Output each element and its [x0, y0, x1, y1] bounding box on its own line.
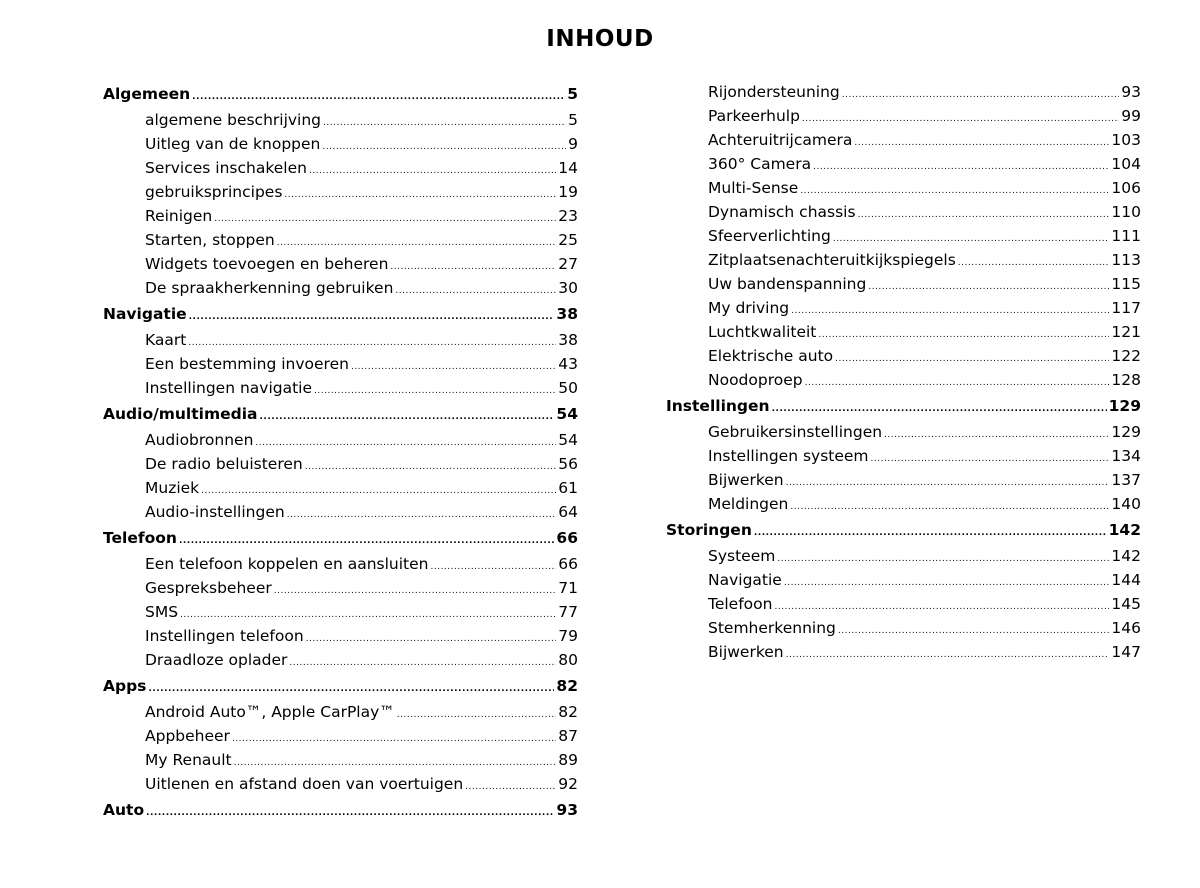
toc-entry-page-number: 54	[558, 431, 578, 449]
toc-entry-label: Systeem	[708, 547, 776, 565]
toc-entry[interactable]	[103, 228, 578, 252]
toc-entry-page-number: 111	[1111, 227, 1141, 245]
toc-entry-label: Instellingen telefoon	[145, 627, 304, 645]
toc-entry-page-number: 43	[558, 355, 578, 373]
toc-entry-page-number: 129	[1108, 397, 1141, 415]
toc-entry-label: Elektrische auto	[708, 347, 834, 365]
toc-entry[interactable]	[103, 376, 578, 400]
dot-leader	[777, 547, 1109, 571]
toc-entry-page-number: 117	[1111, 299, 1141, 317]
toc-entry-page-number: 110	[1111, 203, 1141, 221]
toc-entry[interactable]	[103, 700, 578, 724]
toc-entry[interactable]	[666, 320, 1141, 344]
toc-entry-page-number: 5	[568, 111, 578, 129]
toc-entry[interactable]	[103, 108, 578, 132]
toc-entry-page-number: 71	[558, 579, 578, 597]
toc-section-entry[interactable]	[666, 516, 1141, 544]
toc-entry-label: My Renault	[145, 751, 232, 769]
dot-leader	[232, 727, 556, 751]
dot-leader	[791, 299, 1109, 323]
toc-entry-label: Android Auto™, Apple CarPlay™	[145, 703, 395, 721]
toc-entry-label: Apps	[103, 677, 147, 695]
toc-entry[interactable]	[103, 252, 578, 276]
toc-entry[interactable]	[666, 248, 1141, 272]
toc-entry-page-number: 82	[558, 703, 578, 721]
toc-entry-page-number: 38	[558, 331, 578, 349]
toc-entry-page-number: 66	[558, 555, 578, 573]
toc-entry-page-number: 140	[1111, 495, 1141, 513]
toc-entry-page-number: 146	[1111, 619, 1141, 637]
dot-leader	[260, 403, 555, 431]
toc-entry[interactable]	[666, 224, 1141, 248]
toc-entry-page-number: 56	[558, 455, 578, 473]
dot-leader	[842, 83, 1120, 107]
toc-entry[interactable]	[103, 748, 578, 772]
toc-entry-page-number: 128	[1111, 371, 1141, 389]
dot-leader	[289, 651, 556, 675]
toc-entry[interactable]	[103, 156, 578, 180]
toc-entry-page-number: 61	[558, 479, 578, 497]
dot-leader	[858, 203, 1110, 227]
toc-entry-label: Sfeerverlichting	[708, 227, 831, 245]
toc-entry-page-number: 93	[556, 801, 578, 819]
toc-entry-page-number: 142	[1108, 521, 1141, 539]
toc-entry-label: Appbeheer	[145, 727, 230, 745]
toc-section-entry[interactable]	[666, 392, 1141, 420]
dot-leader	[784, 571, 1110, 595]
toc-right-column	[666, 80, 1141, 664]
toc-entry-page-number: 25	[558, 231, 578, 249]
toc-entry-label: Reinigen	[145, 207, 213, 225]
toc-entry-page-number: 80	[558, 651, 578, 669]
toc-entry-page-number: 64	[558, 503, 578, 521]
dot-leader	[351, 355, 556, 379]
toc-entry[interactable]	[666, 492, 1141, 516]
dot-leader	[813, 155, 1109, 179]
toc-entry-label: Audio-instellingen	[145, 503, 285, 521]
toc-entry[interactable]	[103, 552, 578, 576]
dot-leader	[754, 519, 1107, 547]
toc-section-entry[interactable]	[103, 672, 578, 700]
dot-leader	[838, 619, 1110, 643]
dot-leader	[884, 423, 1109, 447]
toc-entry-label: De radio beluisteren	[145, 455, 303, 473]
toc-entry[interactable]	[103, 624, 578, 648]
toc-entry-label: Multi-Sense	[708, 179, 799, 197]
toc-entry[interactable]	[666, 640, 1141, 664]
dot-leader	[854, 131, 1109, 155]
toc-entry-page-number: 79	[558, 627, 578, 645]
dot-leader	[395, 279, 556, 303]
toc-entry[interactable]	[666, 152, 1141, 176]
toc-entry-label: Muziek	[145, 479, 200, 497]
toc-entry-page-number: 104	[1111, 155, 1141, 173]
toc-entry-label: Dynamisch chassis	[708, 203, 856, 221]
toc-entry-page-number: 23	[558, 207, 578, 225]
toc-entry[interactable]	[103, 600, 578, 624]
toc-entry-page-number: 9	[568, 135, 578, 153]
dot-leader	[189, 303, 555, 331]
toc-entry-label: Gespreksbeheer	[145, 579, 272, 597]
page-title: INHOUD	[546, 26, 654, 52]
toc-entry[interactable]	[103, 328, 578, 352]
toc-entry-label: Bijwerken	[708, 643, 784, 661]
toc-entry-page-number: 27	[558, 255, 578, 273]
toc-entry-label: Algemeen	[103, 85, 191, 103]
toc-entry[interactable]	[666, 616, 1141, 640]
toc-section-entry[interactable]	[103, 400, 578, 428]
toc-entry-page-number: 66	[556, 529, 578, 547]
toc-entry-label: SMS	[145, 603, 179, 621]
dot-leader	[958, 251, 1110, 275]
dot-leader	[390, 255, 556, 279]
dot-leader	[397, 703, 557, 727]
toc-entry[interactable]	[666, 420, 1141, 444]
toc-entry-label: Services inschakelen	[145, 159, 307, 177]
toc-entry[interactable]	[666, 368, 1141, 392]
toc-section-entry[interactable]	[103, 524, 578, 552]
toc-entry-label: Storingen	[666, 521, 752, 539]
toc-entry-page-number: 122	[1111, 347, 1141, 365]
toc-entry-page-number: 77	[558, 603, 578, 621]
toc-entry[interactable]	[666, 128, 1141, 152]
dot-leader	[323, 111, 566, 135]
toc-entry-page-number: 5	[567, 85, 578, 103]
toc-entry[interactable]	[103, 132, 578, 156]
toc-entry-label: Achteruitrijcamera	[708, 131, 853, 149]
toc-entry-page-number: 113	[1111, 251, 1141, 269]
toc-entry[interactable]	[666, 272, 1141, 296]
toc-entry-page-number: 89	[558, 751, 578, 769]
toc-entry[interactable]	[666, 568, 1141, 592]
dot-leader	[309, 159, 556, 183]
toc-entry[interactable]	[103, 500, 578, 524]
toc-entry-label: Meldingen	[708, 495, 789, 513]
toc-entry-label: algemene beschrijving	[145, 111, 322, 129]
toc-entry-page-number: 106	[1111, 179, 1141, 197]
toc-entry-page-number: 142	[1111, 547, 1141, 565]
toc-entry-label: Auto	[103, 801, 145, 819]
toc-entry-label: Luchtkwaliteit	[708, 323, 817, 341]
dot-leader	[786, 643, 1110, 667]
dot-leader	[146, 799, 554, 827]
toc-entry-label: Kaart	[145, 331, 187, 349]
toc-entry-label: Widgets toevoegen en beheren	[145, 255, 389, 273]
toc-entry-page-number: 137	[1111, 471, 1141, 489]
toc-section-entry[interactable]	[103, 80, 578, 108]
toc-entry[interactable]	[666, 296, 1141, 320]
toc-entry-label: Gebruikersinstellingen	[708, 423, 883, 441]
toc-entry-page-number: 14	[558, 159, 578, 177]
toc-entry[interactable]	[666, 200, 1141, 224]
dot-leader	[430, 555, 556, 579]
toc-entry-label: Audiobronnen	[145, 431, 254, 449]
toc-entry-label: Bijwerken	[708, 471, 784, 489]
toc-entry[interactable]	[103, 204, 578, 228]
toc-entry-page-number: 121	[1111, 323, 1141, 341]
toc-entry-label: gebruiksprincipes	[145, 183, 283, 201]
dot-leader	[192, 83, 565, 111]
toc-entry-page-number: 19	[558, 183, 578, 201]
toc-section-entry[interactable]	[103, 796, 578, 824]
dot-leader	[818, 323, 1109, 347]
toc-entry-page-number: 147	[1111, 643, 1141, 661]
toc-entry-page-number: 134	[1111, 447, 1141, 465]
toc-entry-page-number: 92	[558, 775, 578, 793]
toc-entry[interactable]	[103, 352, 578, 376]
toc-entry-label: Rijondersteuning	[708, 83, 840, 101]
toc-entry-label: Zitplaatsenachteruitkijkspiegels	[708, 251, 956, 269]
dot-leader	[179, 527, 554, 555]
toc-entry-label: Parkeerhulp	[708, 107, 800, 125]
toc-entry-page-number: 103	[1111, 131, 1141, 149]
toc-entry[interactable]	[103, 276, 578, 300]
dot-leader	[805, 371, 1110, 395]
dot-leader	[305, 455, 557, 479]
toc-entry-page-number: 87	[558, 727, 578, 745]
toc-entry-label: Noodoproep	[708, 371, 803, 389]
dot-leader	[868, 275, 1109, 299]
toc-entry-label: Telefoon	[708, 595, 773, 613]
toc-entry-label: Starten, stoppen	[145, 231, 275, 249]
toc-entry[interactable]	[103, 772, 578, 796]
dot-leader	[287, 503, 557, 527]
toc-entry-label: 360° Camera	[708, 155, 812, 173]
toc-entry-page-number: 129	[1111, 423, 1141, 441]
dot-leader	[786, 471, 1110, 495]
toc-entry[interactable]	[666, 444, 1141, 468]
toc-entry-label: Een bestemming invoeren	[145, 355, 349, 373]
dot-leader	[274, 579, 557, 603]
toc-entry-label: Instellingen navigatie	[145, 379, 313, 397]
dot-leader	[790, 495, 1109, 519]
toc-entry-label: Audio/multimedia	[103, 405, 258, 423]
dot-leader	[871, 447, 1110, 471]
toc-entry[interactable]	[103, 452, 578, 476]
toc-entry-label: Uitlenen en afstand doen van voertuigen	[145, 775, 464, 793]
toc-entry-label: My driving	[708, 299, 790, 317]
toc-entry[interactable]	[666, 468, 1141, 492]
toc-entry-page-number: 145	[1111, 595, 1141, 613]
toc-section-entry[interactable]	[103, 300, 578, 328]
toc-entry-label: Een telefoon koppelen en aansluiten	[145, 555, 429, 573]
toc-entry-label: Stemherkenning	[708, 619, 836, 637]
toc-entry[interactable]	[103, 476, 578, 500]
toc-entry-label: Uitleg van de knoppen	[145, 135, 321, 153]
toc-entry-page-number: 115	[1111, 275, 1141, 293]
dot-leader	[465, 775, 556, 799]
toc-entry[interactable]	[666, 592, 1141, 616]
dot-leader	[835, 347, 1109, 371]
toc-entry[interactable]	[103, 428, 578, 452]
toc-entry-label: Draadloze oplader	[145, 651, 288, 669]
toc-entry-page-number: 30	[558, 279, 578, 297]
toc-entry-label: Instellingen	[666, 397, 770, 415]
dot-leader	[772, 395, 1107, 423]
toc-entry[interactable]	[666, 544, 1141, 568]
toc-entry[interactable]	[103, 648, 578, 672]
toc-entry-page-number: 38	[556, 305, 578, 323]
toc-entry-page-number: 82	[556, 677, 578, 695]
toc-entry-label: Uw bandenspanning	[708, 275, 867, 293]
toc-entry-label: De spraakherkenning gebruiken	[145, 279, 394, 297]
toc-entry[interactable]	[666, 344, 1141, 368]
toc-entry-page-number: 54	[556, 405, 578, 423]
toc-entry[interactable]	[666, 176, 1141, 200]
toc-entry[interactable]	[666, 80, 1141, 104]
toc-entry[interactable]	[666, 104, 1141, 128]
dot-leader	[322, 135, 566, 159]
toc-entry-page-number: 50	[558, 379, 578, 397]
toc-entry-label: Instellingen systeem	[708, 447, 869, 465]
toc-entry[interactable]	[103, 180, 578, 204]
toc-left-column	[103, 80, 578, 824]
dot-leader	[306, 627, 557, 651]
toc-entry-page-number: 144	[1111, 571, 1141, 589]
dot-leader	[284, 183, 556, 207]
toc-entry-label: Navigatie	[103, 305, 187, 323]
toc-entry-label: Telefoon	[103, 529, 177, 547]
dot-leader	[148, 675, 554, 703]
toc-entry-page-number: 99	[1121, 107, 1141, 125]
toc-entry[interactable]	[103, 576, 578, 600]
dot-leader	[314, 379, 556, 403]
toc-entry-label: Navigatie	[708, 571, 782, 589]
toc-entry-page-number: 93	[1121, 83, 1141, 101]
toc-entry[interactable]	[103, 724, 578, 748]
